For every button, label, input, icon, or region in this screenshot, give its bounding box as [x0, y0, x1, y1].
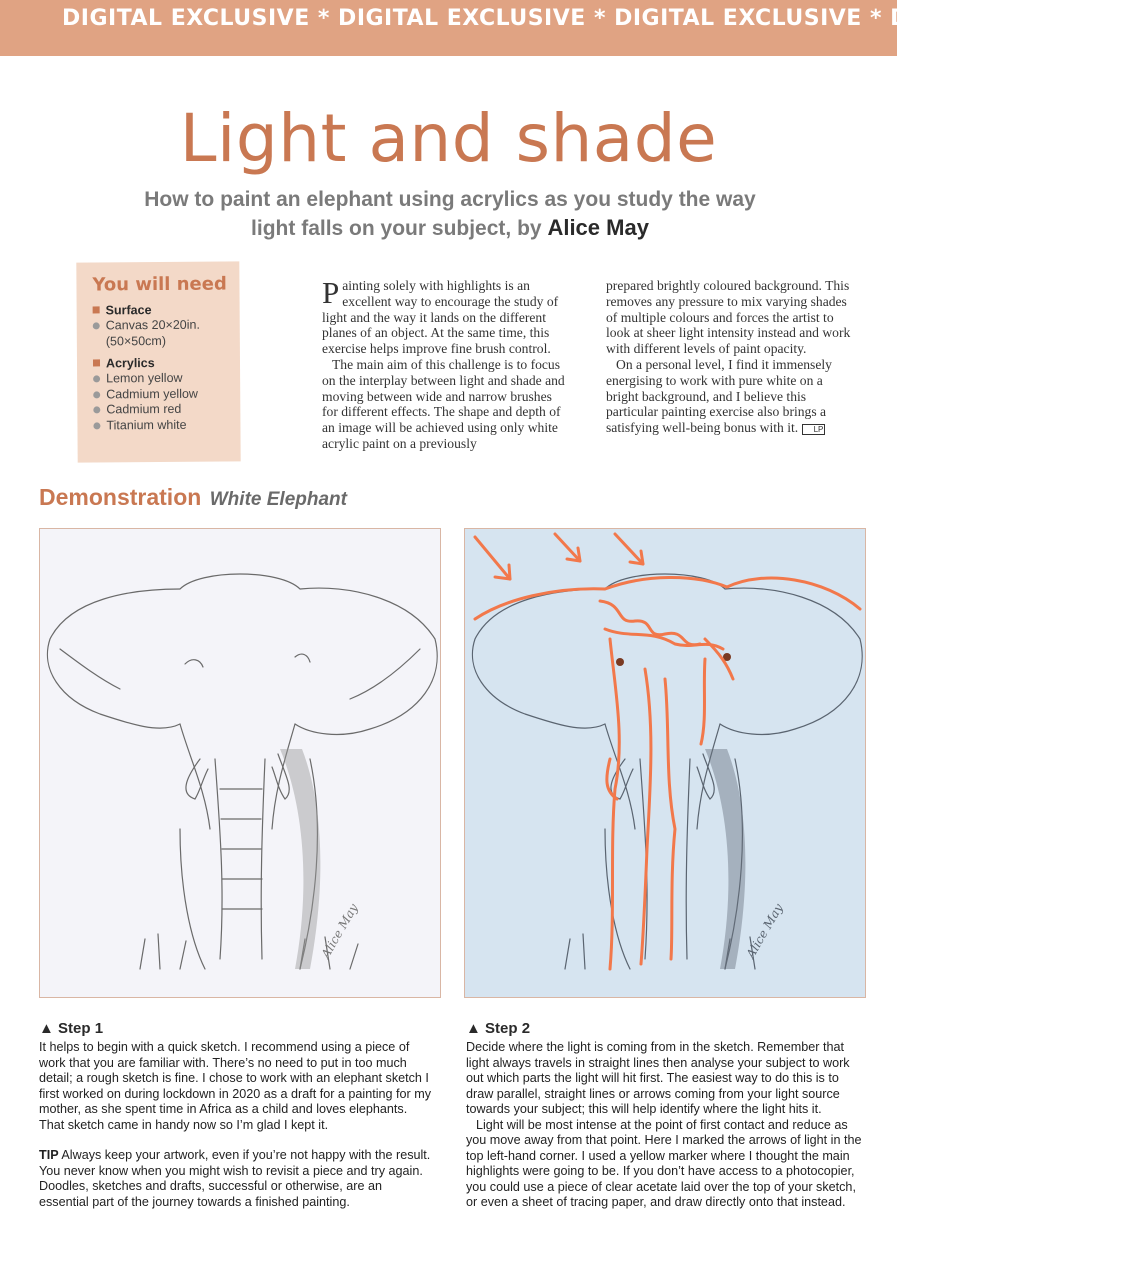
artist-signature: Alice May	[743, 901, 786, 961]
demonstration-name: White Elephant	[209, 489, 347, 510]
acrylics-heading: Acrylics	[93, 354, 238, 371]
acrylics-item: Lemon yellow	[93, 370, 238, 387]
artist-signature: Alice May	[318, 901, 361, 961]
demonstration-label: Demonstration	[39, 484, 202, 510]
banner-text: DIGITAL EXCLUSIVE * DIGITAL EXCLUSIVE * DIGITAL EXCLUSIVE * DIGITAL EXCLUSIVE	[62, 6, 1138, 31]
subtitle-text: How to paint an elephant using acrylics as you study the way light falls on your subject, by	[144, 188, 756, 240]
article-title: Light and shade	[179, 100, 718, 177]
end-mark-icon: LP	[802, 424, 826, 435]
materials-list	[93, 301, 239, 433]
step2-paragraph-1: Decide where the light is coming from in the sketch. Remember that light always travels in straight lines then analyse your subject to work out which parts the light will hit first. The easiest way to do this is to draw parallel, straight lines or arrows coming from your light source towards your subject; this will help identify where the light hits it.	[466, 1040, 850, 1116]
digital-exclusive-banner	[0, 0, 1138, 56]
you-will-need-title: You will need	[92, 273, 227, 296]
step2-marked-image	[464, 528, 866, 998]
author-name: Alice May	[547, 215, 649, 240]
step1-tip: TIP Always keep your artwork, even if you’re not happy with the result. You never know when you might wish to revisit a piece and try again. Doodles, sketches and drafts, successful or otherwise, are an essential part of the journey towards a finished painting.	[39, 1148, 431, 1209]
you-will-need-box	[76, 261, 240, 462]
step1-body	[39, 1040, 434, 1210]
intro-column-2	[606, 278, 852, 436]
intro-paragraph-1: Painting solely with highlights is an excellent way to encourage the study of light and the way it lands on the different planes of an object. At the same time, this exercise helps improve fine brush control.	[322, 275, 559, 357]
step1-title: ▲ Step 1	[39, 1020, 104, 1037]
surface-item: Canvas 20×20in. (50×50cm)	[93, 317, 238, 349]
acrylics-item: Cadmium yellow	[93, 386, 238, 403]
acrylics-item: Cadmium red	[93, 401, 238, 418]
intro-paragraph-2: The main aim of this challenge is to focus on the interplay between light and shade and moving between wide and narrow brushes for different effects. The shape and depth of an image will be achieved using only white acrylic paint on a previously	[322, 356, 565, 451]
intro-column-1	[322, 275, 568, 452]
acrylics-item: Titanium white	[93, 417, 238, 434]
demonstration-heading	[39, 484, 347, 511]
drop-cap: P	[322, 275, 340, 310]
step2-title: ▲ Step 2	[466, 1020, 531, 1037]
intro-paragraph-2-continued: prepared brightly coloured background. This removes any pressure to mix varying shades of multiple colours and forces the artist to look at sheer light intensity instead and work with different levels of paint opacity.	[606, 278, 851, 357]
step1-paragraph: It helps to begin with a quick sketch. I recommend using a piece of work that you are familiar with. There’s no need to put in too much detail; a rough sketch is fine. I chose to work with an elephant sketch I first worked on during lockdown in 2020 as a draft for a painting for my mother, as she spent time in Africa as a child and loves elephants. That sketch came in handy now so I’m glad I kept it.	[39, 1040, 432, 1132]
article-subtitle	[140, 186, 760, 243]
step2-paragraph-2: Light will be most intense at the point of first contact and reduce as you move away from that point. Here I marked the arrows of light in the top left-hand corner. I used a yellow marker where I thought the main highlights were going to be. If you don’t have access to a photocopier, you could use a piece of clear acetate laid over the top of your sketch, or even a sheet of tracing paper, and draw directly onto that instead.	[466, 1117, 862, 1209]
intro-paragraph-3: On a personal level, I find it immensely energising to work with pure white on a bright background, and I believe this particular painting exercise also brings a satisfying well-being bonus with it. LP	[606, 356, 832, 436]
surface-heading: Surface	[93, 301, 238, 318]
step2-body	[466, 1040, 866, 1211]
tip-label: TIP	[39, 1148, 59, 1162]
step1-sketch-image	[39, 528, 441, 998]
